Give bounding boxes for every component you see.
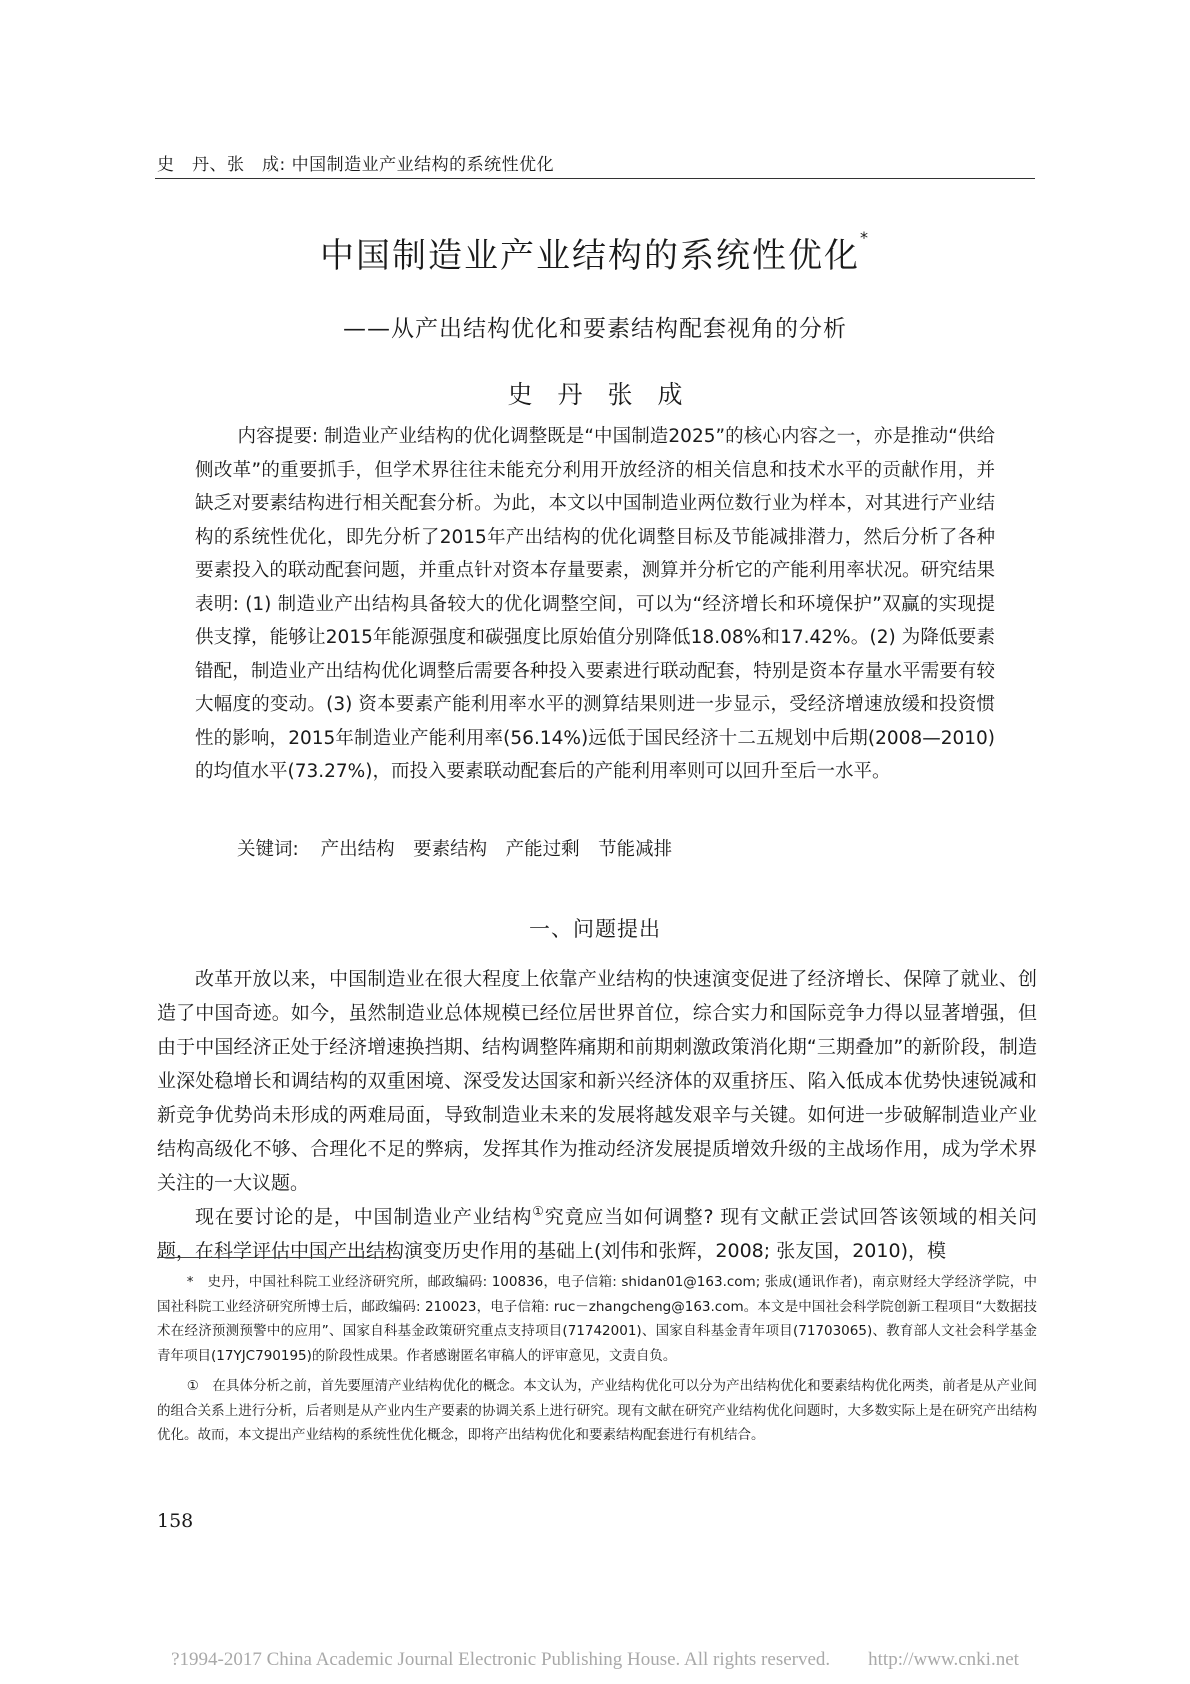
article-title xyxy=(0,228,1190,277)
page-number: 158 xyxy=(157,1510,194,1532)
body-paragraph-1: 改革开放以来，中国制造业在很大程度上依靠产业结构的快速演变促进了经济增长、保障了就业、创造了中国奇迹。如今，虽然制造业总体规模已经位居世界首位，综合实力和国际竞争力得以显著增强，但由于中国经济正处于经济增速换挡期、结构调整阵痛期和前期刺激政策消化期“三期叠加”的新阶段，制造业深处稳增长和调结构的双重困境、深受发达国家和新兴经济体的双重挤压、陷入低成本优势快速锐减和新竞争优势尚未形成的两难局面，导致制造业未来的发展将越发艰辛与关键。如何进一步破解制造业产业结构高级化不够、合理化不足的弊病，发挥其作为推动经济发展提质增效升级的主战场作用，成为学术界关注的一大议题。 xyxy=(157,968,1037,1194)
footnote-author: * 史丹，中国社科院工业经济研究所，邮政编码: 100836，电子信箱: shidan01@163.com; 张成(通讯作者)，南京财经大学经济学院，中国社科院工业经济研究所博士后，邮政编码: 210023，电子信箱: ruc－zhangcheng@163.com。本文是中国社会科学院创新工程项目“大数据技术在经济预测预警中的应用”、国家自科基金政策研究重点支持项目(71742001)、国家自科基金青年项目(71703065)、教育部人文社会科学基金青年项目(17YJC790195)的阶段性成果。作者感谢匿名审稿人的评审意见，文责自负。 xyxy=(157,1274,1037,1364)
footnote-ref-1[interactable]: ① xyxy=(532,1204,545,1220)
authors: 史 丹 张 成 xyxy=(507,380,683,409)
running-header: 史 丹、张 成: 中国制造业产业结构的系统性优化 xyxy=(157,155,555,175)
keywords: 关键词: 产出结构 要素结构 产能过剩 节能减排 xyxy=(237,839,673,860)
title-text: 中国制造业产业结构的系统性优化 xyxy=(320,236,860,276)
copyright-watermark: ?1994-2017 China Academic Journal Electronic Publishing House. All rights reserved. http://www.cnki.net xyxy=(171,1649,1019,1670)
footnote-1: ① 在具体分析之前，首先要厘清产业结构优化的概念。本文认为，产业结构优化可以分为产出结构优化和要素结构优化两类，前者是从产业间的组合关系上进行分析，后者则是从产业内生产要素的协调关系上进行研究。现有文献在研究产业结构优化问题时，大多数实际上是在研究产出结构优化。故而，本文提出产业结构的系统性优化概念，即将产出结构优化和要素结构配套进行有机结合。 xyxy=(157,1378,1037,1443)
abstract xyxy=(195,420,995,789)
title-footnote-mark: * xyxy=(860,228,870,247)
article-subtitle: ——从产出结构优化和要素结构配套视角的分析 xyxy=(343,316,847,342)
body-paragraph-2-end: 究竟应当如何调整? 现有文献正尝试回答该领域的相关问题，在科学评估中国产出结构演变历史作用的基础上(刘伟和张辉，2008; 张友国，2010)，模 xyxy=(157,1206,1037,1262)
footnote-rule xyxy=(157,1257,397,1258)
header-rule xyxy=(155,178,1035,179)
body-paragraph-2-start: 现在要讨论的是，中国制造业产业结构 xyxy=(195,1206,533,1228)
footnotes xyxy=(157,1270,1037,1454)
abstract-text: 内容提要: 制造业产业结构的优化调整既是“中国制造2025”的核心内容之一，亦是推动“供给侧改革”的重要抓手，但学术界往往未能充分利用开放经济的相关信息和技术水平的贡献作用，并缺乏对要素结构进行相关配套分析。为此，本文以中国制造业两位数行业为样本，对其进行产业结构的系统性优化，即先分析了2015年产出结构的优化调整目标及节能减排潜力，然后分析了各种要素投入的联动配套问题，并重点针对资本存量要素，测算并分析它的产能利用率状况。研究结果表明: (1) 制造业产出结构具备较大的优化调整空间，可以为“经济增长和环境保护”双赢的实现提供支撑，能够让2015年能源强度和碳强度比原始值分别降低18.08%和17.42%。(2) 为降低要素错配，制造业产出结构优化调整后需要各种投入要素进行联动配套，特别是资本存量水平需要有较大幅度的变动。(3) 资本要素产能利用率水平的测算结果则进一步显示，受经济增速放缓和投资惯性的影响，2015年制造业产能利用率(56.14%)远低于国民经济十二五规划中后期(2008—2010)的均值水平(73.27%)，而投入要素联动配套后的产能利用率则可以回升至后一水平。 xyxy=(195,426,995,782)
section-heading: 一、问题提出 xyxy=(529,917,661,941)
body-text xyxy=(157,962,1037,1268)
